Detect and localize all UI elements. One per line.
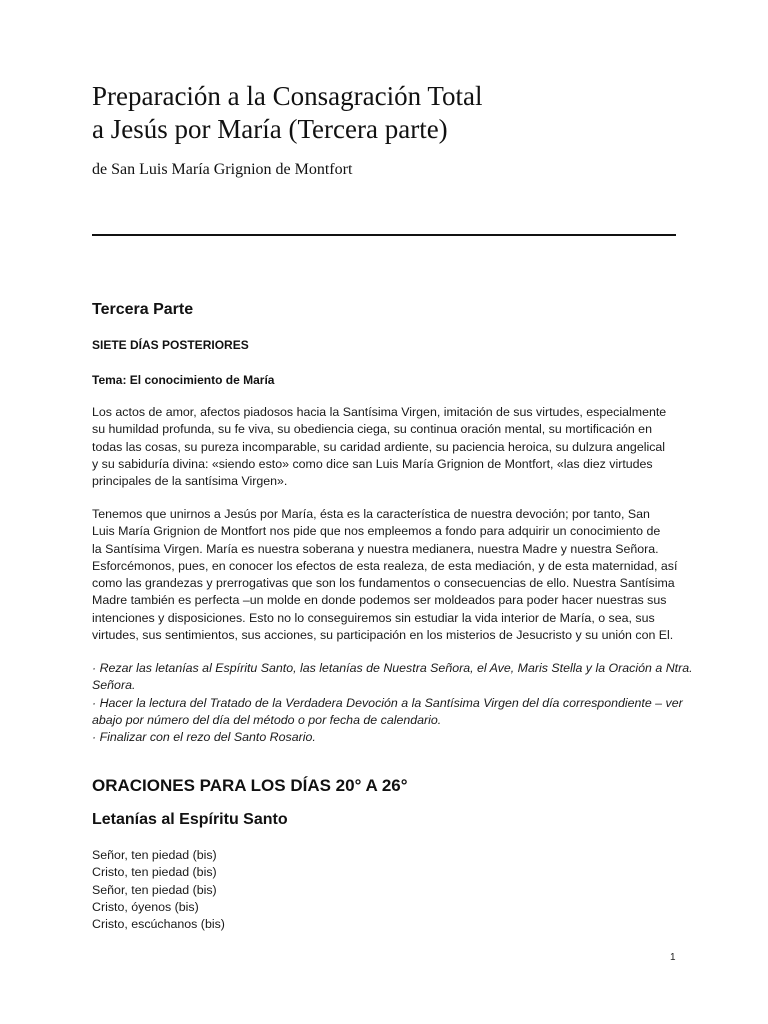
page-number: 1 <box>670 952 676 963</box>
document-title <box>92 80 482 146</box>
paragraph-2-line: Luis María Grignion de Montfort nos pide que nos empleemos a fondo para adquirir un conocimiento de <box>92 524 661 539</box>
paragraph-1-line: principales de la santísima Virgen». <box>92 474 288 489</box>
paragraph-1-line: todas las cosas, su pureza incomparable, su caridad ardiente, su paciencia heroica, su dulzura angelical <box>92 439 666 454</box>
paragraph-1-line: su humildad profunda, su fe viva, su obediencia ciega, su continua oración mental, su mortificación en <box>92 422 652 437</box>
paragraph-1-line: Los actos de amor, afectos piadosos hacia la Santísima Virgen, imitación de sus virtudes, especialmente <box>92 405 667 419</box>
instruction-line: · Rezar las letanías al Espíritu Santo, las letanías de Nuestra Señora, el Ave, Maris Stella y la Oración a Ntra. <box>92 661 693 675</box>
paragraph-1-line: y su sabiduría divina: «siendo esto» como dice san Luis María Grignion de Montfort, «las diez virtudes <box>92 456 653 471</box>
litany-line: Cristo, ten piedad (bis) <box>92 865 217 880</box>
document-author: de San Luis María Grignion de Montfort <box>92 161 353 178</box>
paragraph-2-line: Madre también es perfecta –un molde en donde podemos ser moldeados para poder hacer nuestras sus <box>92 593 667 608</box>
theme-title: Tema: El conocimiento de María <box>92 373 275 387</box>
paragraph-2-line: Esforcémonos, pues, en conocer los efectos de esta realeza, de esta mediación, y de esta maternidad, así <box>92 558 678 573</box>
paragraph-2 <box>92 506 682 644</box>
instruction-line: abajo por número del día del método o por fecha de calendario. <box>92 712 442 727</box>
litany-heading: Letanías al Espíritu Santo <box>92 811 288 828</box>
paragraph-2-line: como las grandezas y prerrogativas que son los fundamentos o consecuencias de ello. Nuestra Santísima <box>92 576 675 591</box>
litany-line: Cristo, escúchanos (bis) <box>92 917 225 932</box>
title-line-1: Preparación a la Consagración Total <box>92 81 483 111</box>
instruction-line: Señora. <box>92 678 136 693</box>
litany-line: Cristo, óyenos (bis) <box>92 899 199 914</box>
paragraph-2-line: intenciones y disposiciones. Esto no lo conseguiremos sin estudiar la vida interior de María, o sea, sus <box>92 610 655 625</box>
instruction-line: · Hacer la lectura del Tratado de la Verdadera Devoción a la Santísima Virgen del día correspondiente – ver <box>92 695 683 710</box>
paragraph-2-line: Tenemos que unirnos a Jesús por María, ésta es la característica de nuestra devoción; por tanto, San <box>92 507 650 521</box>
paragraph-1 <box>92 404 682 490</box>
litany-line: Señor, ten piedad (bis) <box>92 882 217 897</box>
title-line-2: a Jesús por María (Tercera parte) <box>92 114 448 144</box>
instruction-line: · Finalizar con el rezo del Santo Rosario. <box>92 730 316 745</box>
litany-line: Señor, ten piedad (bis) <box>92 848 217 862</box>
paragraph-2-line: virtudes, sus sentimientos, sus acciones, su participación en los misterios de Jesucristo y su unión con El. <box>92 628 674 643</box>
paragraph-2-line: la Santísima Virgen. María es nuestra soberana y nuestra medianera, nuestra Madre y nuestra Señora. <box>92 541 659 556</box>
title-divider <box>92 234 676 236</box>
instructions-list <box>92 660 693 746</box>
section-title: Tercera Parte <box>92 301 194 318</box>
litany-list <box>92 847 682 933</box>
prayers-heading: ORACIONES PARA LOS DÍAS 20° A 26° <box>92 776 408 795</box>
subsection-title: SIETE DÍAS POSTERIORES <box>92 338 249 352</box>
